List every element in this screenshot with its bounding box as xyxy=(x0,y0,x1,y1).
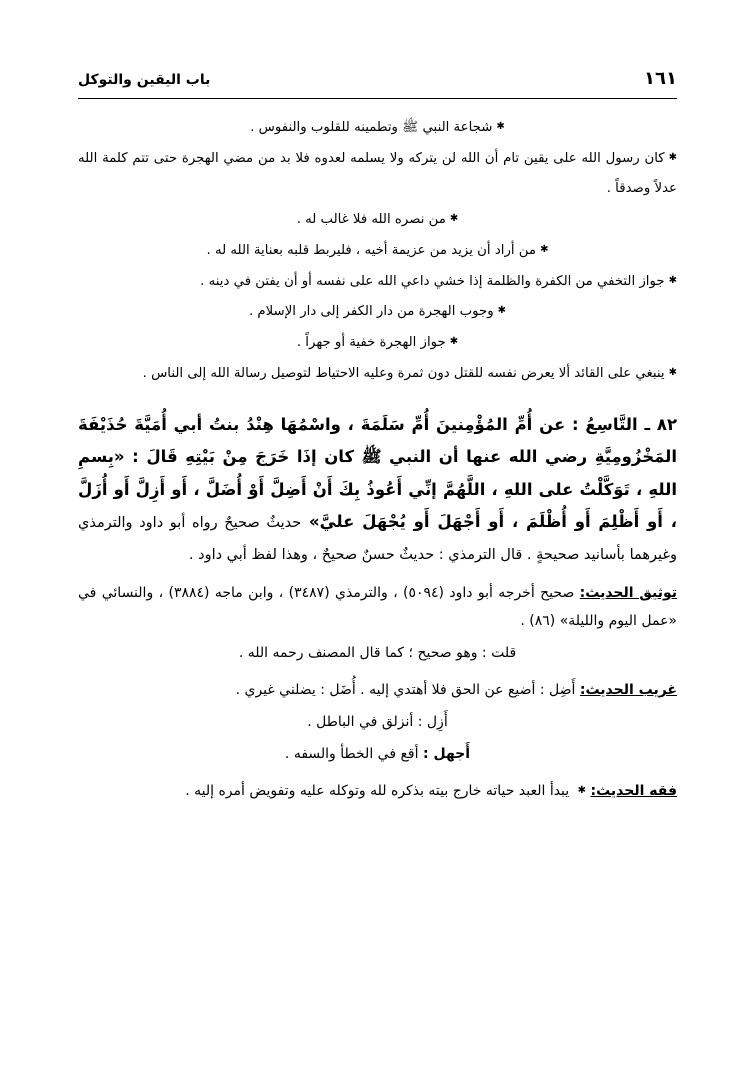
star-icon: ✱ xyxy=(668,367,677,379)
list-item-text: وجوب الهجرة من دار الكفر إلى دار الإسلام . xyxy=(248,304,494,320)
star-icon: ✱ xyxy=(496,121,505,132)
list-item xyxy=(78,144,677,204)
star-icon: ✱ xyxy=(668,151,677,163)
author-comment: قلت : وهو صحيح ؛ كما قال المصنف رحمه الله . xyxy=(238,645,517,662)
list-item-text: ينبغي على القائد ألا يعرض نفسه للقتل دون ثمرة وعليه الاحتياط لتوصيل رسالة الله إلى الناس . xyxy=(142,366,665,382)
tawtheeq-label: توثيق الحديث: xyxy=(579,585,678,602)
page-number: ١٦١ xyxy=(644,68,677,89)
star-icon: ✱ xyxy=(497,305,507,317)
bullet-list xyxy=(78,113,677,389)
gharib-line-1: أَضِل : أضيع عن الحق فلا أهتدي إليه . أُضَل : يضلني غيري . xyxy=(235,682,576,699)
list-item-text: شجاعة النبي ﷺ وتطمينه للقلوب والنفوس . xyxy=(250,120,493,135)
star-icon: ✱ xyxy=(577,785,587,797)
chapter-title: باب اليقين والتوكل xyxy=(78,72,211,88)
list-item-text: كان رسول الله على يقين تام أن الله لن يتركه ولا يسلمه لعدوه فلا بد من مضي الهجرة حتى تتم كلمة الله عدلاً وصدقاً . xyxy=(78,150,677,196)
list-item xyxy=(78,359,677,389)
list-item-text: جواز التخفي من الكفرة والظلمة إذا خشي داعي الله على نفسه أو أن يفتن في دينه . xyxy=(200,273,665,289)
list-item xyxy=(78,205,677,235)
gharib-line-2: أَزِل : أنزلق في الباطل . xyxy=(307,714,448,731)
gharib-line-3 xyxy=(78,740,677,768)
hadith-grading: حديثٌ صحيحٌ رواه أبو داود والترمذي وغيرهما بأسانيد صحيحةٍ . قال الترمذي : حديثٌ حسنٌ صحيحٌ ، وهذا لفظ أبي داود . xyxy=(78,514,677,563)
hadith-number: ٨٢ ـ xyxy=(644,415,678,435)
gharib-label: غريب الحديث: xyxy=(579,682,677,699)
hadith-block xyxy=(78,409,677,570)
header-divider xyxy=(78,98,677,99)
list-item xyxy=(78,267,677,297)
star-icon: ✱ xyxy=(668,274,677,286)
list-item-text: من أراد أن يزيد من عزيمة أخيه ، فليربط قلبه بعناية الله له . xyxy=(206,242,537,258)
star-icon: ✱ xyxy=(449,212,459,224)
tawtheeq-section xyxy=(78,579,677,635)
hadith-text: عن أُمِّ المُؤْمِنينَ أُمِّ سَلَمَةَ ، واسْمُهَا هِنْدُ بنتُ أبي أُمَيَّةَ حُذَيْفَةَ المَخْزُومِيَّةِ رضي الله عنها أن النبي ﷺ كان إذَا خَرَجَ مِنْ بَيْتِهِ قَالَ : «بِسمِ اللهِ ، تَوَكَّلْتُ على اللهِ ، اللَّهُمَّ إنِّي أَعُوذُ بِكَ أَنْ أَضِلَّ أَوْ أُضَلَّ ، أَو أَزِلَّ أَو أُزَلَّ ، أَو أَظْلِمَ أَو أُظْلَمَ ، أَو أَجْهَلَ أَو يُجْهَلَ عليَّ» xyxy=(78,415,678,531)
gharib-section xyxy=(78,676,677,704)
gharib-line-3-text: أقع في الخطأ والسفه . xyxy=(284,746,419,763)
fiqh-text: يبدأ العبد حياته خارج بيته بذكره لله وتوكله عليه وتفويض أمره إليه . xyxy=(185,783,570,800)
list-item xyxy=(78,113,677,143)
page-header xyxy=(78,68,677,89)
tawtheeq-text: صحيح أخرجه أبو داود (٥٠٩٤) ، والترمذي (٣٤٨٧) ، وابن ماجه (٣٨٨٤) ، والنسائي في «عمل اليوم والليلة» (٨٦) . xyxy=(78,585,677,630)
list-item-text: جواز الهجرة خفية أو جهراً . xyxy=(296,335,446,351)
star-icon: ✱ xyxy=(449,336,459,348)
list-item xyxy=(78,328,677,358)
list-item xyxy=(78,236,677,266)
fiqh-section xyxy=(78,777,677,805)
list-item xyxy=(78,297,677,327)
list-item-text: من نصره الله فلا غالب له . xyxy=(296,211,446,227)
hadith-ordinal: التَّاسِعُ : xyxy=(572,415,638,435)
gharib-line-3-label: أَجهل : xyxy=(422,746,471,763)
fiqh-label: فقه الحديث: xyxy=(590,783,677,800)
star-icon: ✱ xyxy=(540,243,549,255)
